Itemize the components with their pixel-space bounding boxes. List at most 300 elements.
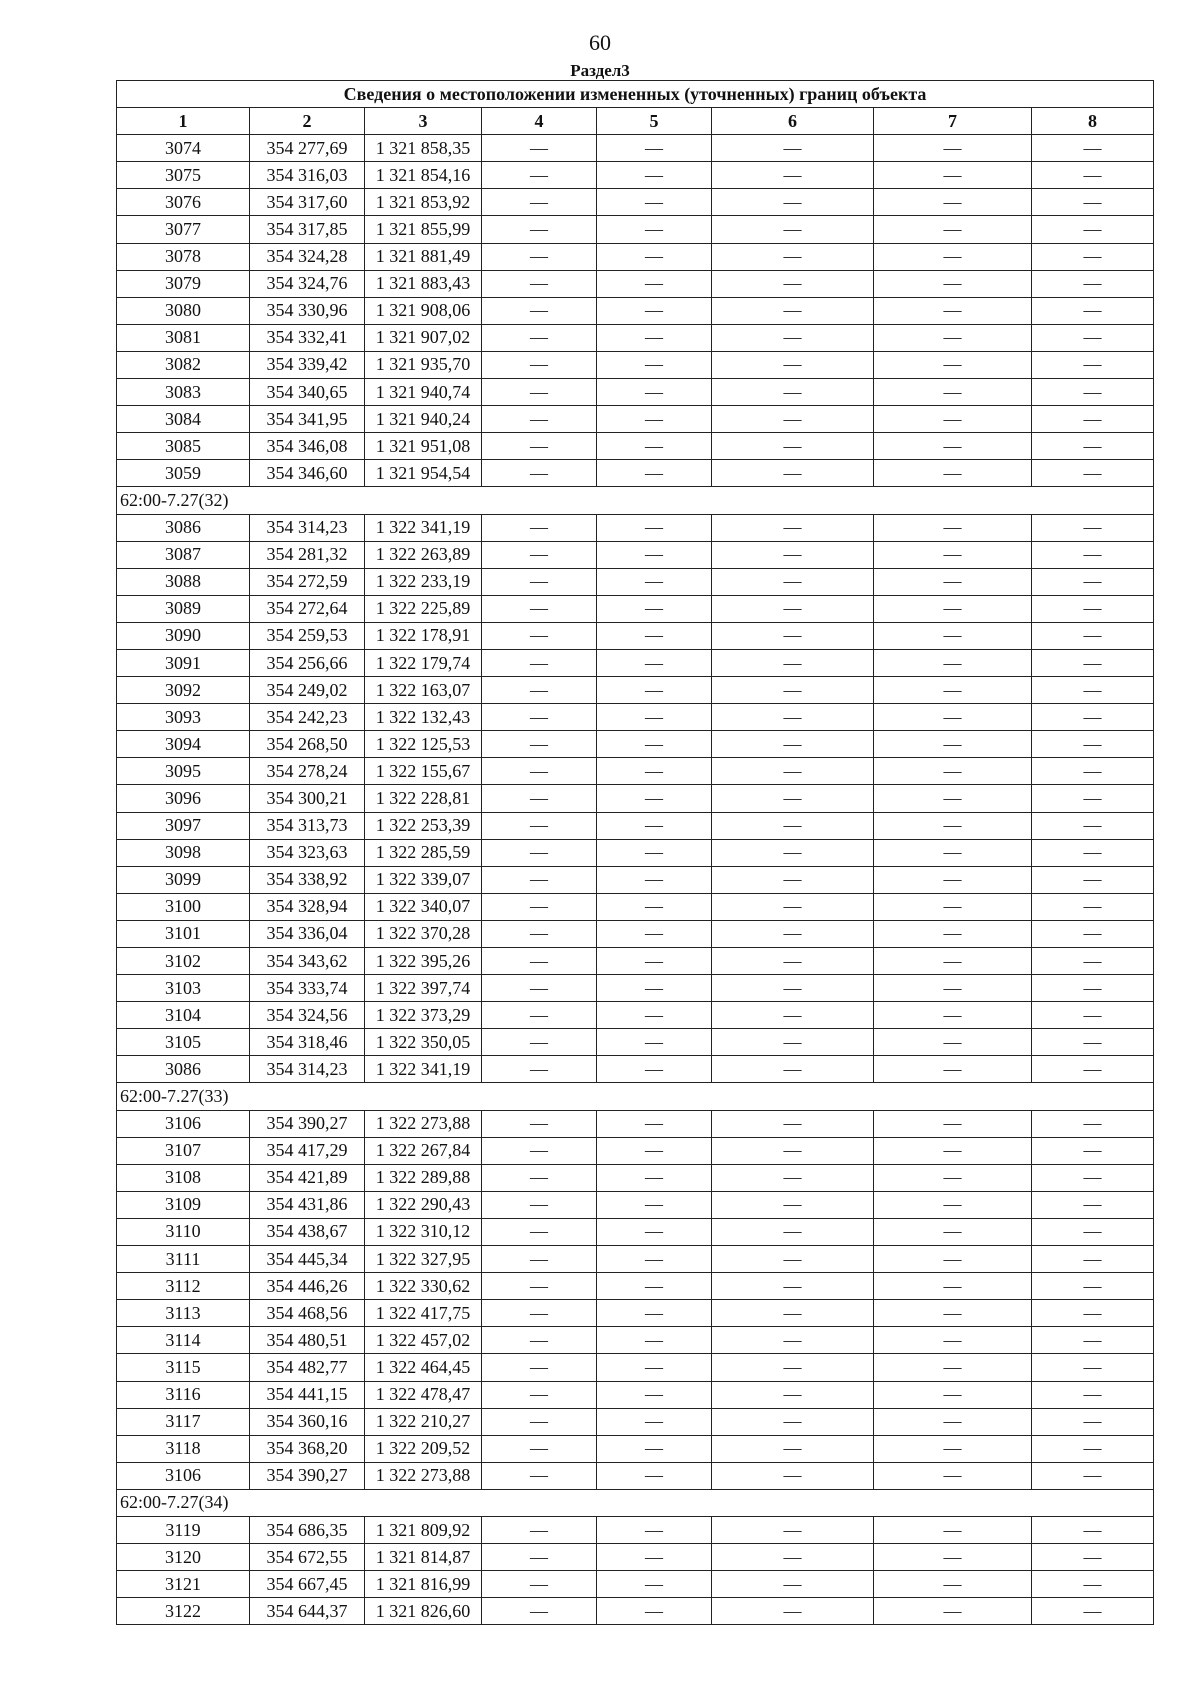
empty-dash-cell: — (597, 243, 712, 270)
point-number-cell: 3059 (117, 460, 250, 487)
point-number-cell: 3088 (117, 568, 250, 595)
y-coordinate-cell: 1 321 826,60 (365, 1598, 482, 1625)
empty-dash-cell: — (482, 189, 597, 216)
group-row (117, 487, 1154, 514)
empty-dash-cell: — (712, 1191, 874, 1218)
table-row (117, 514, 1154, 541)
empty-dash-cell: — (597, 568, 712, 595)
empty-dash-cell: — (1032, 595, 1154, 622)
column-header-row (117, 108, 1154, 135)
empty-dash-cell: — (1032, 1435, 1154, 1462)
empty-dash-cell: — (1032, 812, 1154, 839)
y-coordinate-cell: 1 321 853,92 (365, 189, 482, 216)
empty-dash-cell: — (712, 1029, 874, 1056)
point-number-cell: 3119 (117, 1516, 250, 1543)
y-coordinate-cell: 1 322 373,29 (365, 1002, 482, 1029)
empty-dash-cell: — (482, 920, 597, 947)
table-body (117, 135, 1154, 1625)
column-header-2: 2 (250, 108, 365, 135)
empty-dash-cell: — (597, 649, 712, 676)
table-row (117, 1164, 1154, 1191)
table-row (117, 1354, 1154, 1381)
empty-dash-cell: — (482, 1110, 597, 1137)
empty-dash-cell: — (1032, 677, 1154, 704)
empty-dash-cell: — (874, 243, 1032, 270)
empty-dash-cell: — (482, 379, 597, 406)
x-coordinate-cell: 354 324,76 (250, 270, 365, 297)
column-header-8: 8 (1032, 108, 1154, 135)
empty-dash-cell: — (712, 568, 874, 595)
table-row (117, 677, 1154, 704)
empty-dash-cell: — (712, 162, 874, 189)
empty-dash-cell: — (597, 1110, 712, 1137)
x-coordinate-cell: 354 336,04 (250, 920, 365, 947)
empty-dash-cell: — (1032, 351, 1154, 378)
column-header-6: 6 (712, 108, 874, 135)
table-row (117, 622, 1154, 649)
x-coordinate-cell: 354 323,63 (250, 839, 365, 866)
empty-dash-cell: — (597, 1056, 712, 1083)
table-row (117, 243, 1154, 270)
empty-dash-cell: — (482, 1381, 597, 1408)
empty-dash-cell: — (874, 1544, 1032, 1571)
y-coordinate-cell: 1 322 225,89 (365, 595, 482, 622)
column-header-7: 7 (874, 108, 1032, 135)
point-number-cell: 3111 (117, 1246, 250, 1273)
empty-dash-cell: — (597, 514, 712, 541)
empty-dash-cell: — (1032, 460, 1154, 487)
x-coordinate-cell: 354 421,89 (250, 1164, 365, 1191)
empty-dash-cell: — (482, 1029, 597, 1056)
empty-dash-cell: — (597, 351, 712, 378)
empty-dash-cell: — (482, 866, 597, 893)
empty-dash-cell: — (1032, 406, 1154, 433)
y-coordinate-cell: 1 321 908,06 (365, 297, 482, 324)
x-coordinate-cell: 354 667,45 (250, 1571, 365, 1598)
x-coordinate-cell: 354 317,85 (250, 216, 365, 243)
empty-dash-cell: — (874, 1137, 1032, 1164)
x-coordinate-cell: 354 316,03 (250, 162, 365, 189)
empty-dash-cell: — (482, 975, 597, 1002)
empty-dash-cell: — (712, 243, 874, 270)
empty-dash-cell: — (712, 433, 874, 460)
y-coordinate-cell: 1 322 310,12 (365, 1218, 482, 1245)
empty-dash-cell: — (482, 297, 597, 324)
point-number-cell: 3096 (117, 785, 250, 812)
empty-dash-cell: — (597, 622, 712, 649)
empty-dash-cell: — (874, 1273, 1032, 1300)
empty-dash-cell: — (482, 568, 597, 595)
empty-dash-cell: — (1032, 1191, 1154, 1218)
y-coordinate-cell: 1 322 464,45 (365, 1354, 482, 1381)
y-coordinate-cell: 1 322 285,59 (365, 839, 482, 866)
empty-dash-cell: — (1032, 649, 1154, 676)
empty-dash-cell: — (712, 406, 874, 433)
point-number-cell: 3078 (117, 243, 250, 270)
point-number-cell: 3112 (117, 1273, 250, 1300)
empty-dash-cell: — (712, 812, 874, 839)
empty-dash-cell: — (874, 189, 1032, 216)
x-coordinate-cell: 354 390,27 (250, 1462, 365, 1489)
empty-dash-cell: — (597, 324, 712, 351)
point-number-cell: 3107 (117, 1137, 250, 1164)
point-number-cell: 3114 (117, 1327, 250, 1354)
y-coordinate-cell: 1 322 273,88 (365, 1462, 482, 1489)
y-coordinate-cell: 1 322 397,74 (365, 975, 482, 1002)
empty-dash-cell: — (597, 595, 712, 622)
y-coordinate-cell: 1 321 951,08 (365, 433, 482, 460)
empty-dash-cell: — (482, 758, 597, 785)
point-number-cell: 3075 (117, 162, 250, 189)
empty-dash-cell: — (1032, 1354, 1154, 1381)
table-row (117, 189, 1154, 216)
empty-dash-cell: — (874, 270, 1032, 297)
empty-dash-cell: — (1032, 189, 1154, 216)
point-number-cell: 3086 (117, 514, 250, 541)
x-coordinate-cell: 354 324,28 (250, 243, 365, 270)
empty-dash-cell: — (597, 162, 712, 189)
empty-dash-cell: — (712, 677, 874, 704)
point-number-cell: 3086 (117, 1056, 250, 1083)
point-number-cell: 3105 (117, 1029, 250, 1056)
point-number-cell: 3081 (117, 324, 250, 351)
y-coordinate-cell: 1 321 954,54 (365, 460, 482, 487)
empty-dash-cell: — (874, 1571, 1032, 1598)
y-coordinate-cell: 1 321 883,43 (365, 270, 482, 297)
empty-dash-cell: — (712, 704, 874, 731)
empty-dash-cell: — (874, 379, 1032, 406)
point-number-cell: 3098 (117, 839, 250, 866)
empty-dash-cell: — (482, 785, 597, 812)
empty-dash-cell: — (712, 920, 874, 947)
empty-dash-cell: — (482, 1327, 597, 1354)
empty-dash-cell: — (1032, 1571, 1154, 1598)
empty-dash-cell: — (712, 948, 874, 975)
table-row (117, 433, 1154, 460)
empty-dash-cell: — (712, 1408, 874, 1435)
table-row (117, 270, 1154, 297)
point-number-cell: 3101 (117, 920, 250, 947)
y-coordinate-cell: 1 322 209,52 (365, 1435, 482, 1462)
table-row (117, 1381, 1154, 1408)
empty-dash-cell: — (712, 785, 874, 812)
empty-dash-cell: — (874, 406, 1032, 433)
x-coordinate-cell: 354 314,23 (250, 514, 365, 541)
table-row (117, 595, 1154, 622)
empty-dash-cell: — (1032, 216, 1154, 243)
empty-dash-cell: — (712, 649, 874, 676)
empty-dash-cell: — (712, 1273, 874, 1300)
y-coordinate-cell: 1 322 330,62 (365, 1273, 482, 1300)
empty-dash-cell: — (1032, 622, 1154, 649)
table-row (117, 216, 1154, 243)
x-coordinate-cell: 354 300,21 (250, 785, 365, 812)
empty-dash-cell: — (874, 622, 1032, 649)
empty-dash-cell: — (597, 839, 712, 866)
point-number-cell: 3089 (117, 595, 250, 622)
x-coordinate-cell: 354 446,26 (250, 1273, 365, 1300)
point-number-cell: 3122 (117, 1598, 250, 1625)
empty-dash-cell: — (482, 324, 597, 351)
empty-dash-cell: — (1032, 1327, 1154, 1354)
empty-dash-cell: — (874, 1300, 1032, 1327)
empty-dash-cell: — (482, 541, 597, 568)
point-number-cell: 3097 (117, 812, 250, 839)
empty-dash-cell: — (712, 1327, 874, 1354)
table-row (117, 758, 1154, 785)
empty-dash-cell: — (482, 460, 597, 487)
empty-dash-cell: — (597, 1273, 712, 1300)
empty-dash-cell: — (597, 460, 712, 487)
empty-dash-cell: — (1032, 1381, 1154, 1408)
empty-dash-cell: — (712, 1435, 874, 1462)
x-coordinate-cell: 354 328,94 (250, 893, 365, 920)
y-coordinate-cell: 1 321 814,87 (365, 1544, 482, 1571)
point-number-cell: 3103 (117, 975, 250, 1002)
x-coordinate-cell: 354 324,56 (250, 1002, 365, 1029)
empty-dash-cell: — (874, 433, 1032, 460)
empty-dash-cell: — (482, 1435, 597, 1462)
y-coordinate-cell: 1 322 290,43 (365, 1191, 482, 1218)
x-coordinate-cell: 354 368,20 (250, 1435, 365, 1462)
empty-dash-cell: — (874, 920, 1032, 947)
empty-dash-cell: — (482, 1056, 597, 1083)
table-row (117, 839, 1154, 866)
empty-dash-cell: — (1032, 1462, 1154, 1489)
empty-dash-cell: — (1032, 541, 1154, 568)
y-coordinate-cell: 1 321 940,24 (365, 406, 482, 433)
empty-dash-cell: — (1032, 1408, 1154, 1435)
empty-dash-cell: — (874, 1191, 1032, 1218)
point-number-cell: 3099 (117, 866, 250, 893)
table-row (117, 866, 1154, 893)
empty-dash-cell: — (712, 297, 874, 324)
y-coordinate-cell: 1 322 341,19 (365, 514, 482, 541)
x-coordinate-cell: 354 343,62 (250, 948, 365, 975)
point-number-cell: 3093 (117, 704, 250, 731)
empty-dash-cell: — (712, 270, 874, 297)
y-coordinate-cell: 1 322 179,74 (365, 649, 482, 676)
empty-dash-cell: — (874, 297, 1032, 324)
empty-dash-cell: — (1032, 920, 1154, 947)
point-number-cell: 3104 (117, 1002, 250, 1029)
empty-dash-cell: — (597, 379, 712, 406)
y-coordinate-cell: 1 322 370,28 (365, 920, 482, 947)
empty-dash-cell: — (482, 1137, 597, 1164)
table-row (117, 975, 1154, 1002)
empty-dash-cell: — (874, 893, 1032, 920)
point-number-cell: 3113 (117, 1300, 250, 1327)
empty-dash-cell: — (874, 1029, 1032, 1056)
y-coordinate-cell: 1 322 132,43 (365, 704, 482, 731)
empty-dash-cell: — (1032, 948, 1154, 975)
y-coordinate-cell: 1 322 263,89 (365, 541, 482, 568)
empty-dash-cell: — (482, 162, 597, 189)
y-coordinate-cell: 1 322 253,39 (365, 812, 482, 839)
empty-dash-cell: — (874, 1462, 1032, 1489)
empty-dash-cell: — (1032, 893, 1154, 920)
x-coordinate-cell: 354 445,34 (250, 1246, 365, 1273)
point-number-cell: 3121 (117, 1571, 250, 1598)
point-number-cell: 3077 (117, 216, 250, 243)
empty-dash-cell: — (1032, 785, 1154, 812)
y-coordinate-cell: 1 321 935,70 (365, 351, 482, 378)
empty-dash-cell: — (1032, 1273, 1154, 1300)
x-coordinate-cell: 354 318,46 (250, 1029, 365, 1056)
table-row (117, 1327, 1154, 1354)
table-row (117, 1056, 1154, 1083)
table-row (117, 731, 1154, 758)
x-coordinate-cell: 354 330,96 (250, 297, 365, 324)
empty-dash-cell: — (597, 1164, 712, 1191)
empty-dash-cell: — (874, 568, 1032, 595)
empty-dash-cell: — (874, 731, 1032, 758)
empty-dash-cell: — (712, 460, 874, 487)
x-coordinate-cell: 354 417,29 (250, 1137, 365, 1164)
empty-dash-cell: — (482, 1218, 597, 1245)
empty-dash-cell: — (597, 1002, 712, 1029)
x-coordinate-cell: 354 339,42 (250, 351, 365, 378)
table-row (117, 893, 1154, 920)
empty-dash-cell: — (874, 785, 1032, 812)
empty-dash-cell: — (712, 1544, 874, 1571)
empty-dash-cell: — (712, 1056, 874, 1083)
empty-dash-cell: — (597, 406, 712, 433)
empty-dash-cell: — (874, 1002, 1032, 1029)
empty-dash-cell: — (597, 1327, 712, 1354)
x-coordinate-cell: 354 281,32 (250, 541, 365, 568)
group-label: 62:00-7.27(33) (117, 1083, 1154, 1110)
table-row (117, 948, 1154, 975)
empty-dash-cell: — (1032, 839, 1154, 866)
empty-dash-cell: — (874, 1598, 1032, 1625)
point-number-cell: 3079 (117, 270, 250, 297)
x-coordinate-cell: 354 390,27 (250, 1110, 365, 1137)
x-coordinate-cell: 354 242,23 (250, 704, 365, 731)
empty-dash-cell: — (482, 1300, 597, 1327)
empty-dash-cell: — (874, 839, 1032, 866)
empty-dash-cell: — (874, 948, 1032, 975)
empty-dash-cell: — (482, 1598, 597, 1625)
empty-dash-cell: — (712, 1354, 874, 1381)
point-number-cell: 3106 (117, 1462, 250, 1489)
x-coordinate-cell: 354 341,95 (250, 406, 365, 433)
empty-dash-cell: — (712, 1002, 874, 1029)
empty-dash-cell: — (712, 1110, 874, 1137)
table-row (117, 460, 1154, 487)
empty-dash-cell: — (482, 1516, 597, 1543)
table-row (117, 1218, 1154, 1245)
empty-dash-cell: — (597, 541, 712, 568)
empty-dash-cell: — (597, 1435, 712, 1462)
empty-dash-cell: — (597, 1137, 712, 1164)
empty-dash-cell: — (712, 893, 874, 920)
y-coordinate-cell: 1 322 341,19 (365, 1056, 482, 1083)
empty-dash-cell: — (874, 541, 1032, 568)
y-coordinate-cell: 1 321 881,49 (365, 243, 482, 270)
table-row (117, 1191, 1154, 1218)
y-coordinate-cell: 1 322 178,91 (365, 622, 482, 649)
empty-dash-cell: — (874, 1354, 1032, 1381)
x-coordinate-cell: 354 340,65 (250, 379, 365, 406)
empty-dash-cell: — (482, 595, 597, 622)
empty-dash-cell: — (874, 1435, 1032, 1462)
empty-dash-cell: — (1032, 866, 1154, 893)
y-coordinate-cell: 1 321 940,74 (365, 379, 482, 406)
page-number: 60 (589, 30, 611, 55)
point-number-cell: 3080 (117, 297, 250, 324)
empty-dash-cell: — (712, 1516, 874, 1543)
empty-dash-cell: — (597, 297, 712, 324)
y-coordinate-cell: 1 322 125,53 (365, 731, 482, 758)
y-coordinate-cell: 1 322 327,95 (365, 1246, 482, 1273)
empty-dash-cell: — (597, 1516, 712, 1543)
empty-dash-cell: — (1032, 1516, 1154, 1543)
empty-dash-cell: — (597, 758, 712, 785)
empty-dash-cell: — (874, 135, 1032, 162)
x-coordinate-cell: 354 317,60 (250, 189, 365, 216)
table-row (117, 1516, 1154, 1543)
group-row (117, 1489, 1154, 1516)
empty-dash-cell: — (482, 1544, 597, 1571)
empty-dash-cell: — (482, 677, 597, 704)
empty-dash-cell: — (597, 1029, 712, 1056)
x-coordinate-cell: 354 346,08 (250, 433, 365, 460)
table-row (117, 379, 1154, 406)
table-row (117, 1598, 1154, 1625)
empty-dash-cell: — (597, 1571, 712, 1598)
x-coordinate-cell: 354 313,73 (250, 812, 365, 839)
empty-dash-cell: — (482, 812, 597, 839)
empty-dash-cell: — (597, 1354, 712, 1381)
y-coordinate-cell: 1 322 395,26 (365, 948, 482, 975)
empty-dash-cell: — (712, 541, 874, 568)
empty-dash-cell: — (874, 514, 1032, 541)
empty-dash-cell: — (712, 216, 874, 243)
empty-dash-cell: — (712, 758, 874, 785)
empty-dash-cell: — (597, 948, 712, 975)
point-number-cell: 3084 (117, 406, 250, 433)
table-row (117, 1137, 1154, 1164)
table-row (117, 568, 1154, 595)
empty-dash-cell: — (482, 704, 597, 731)
table-row (117, 1300, 1154, 1327)
x-coordinate-cell: 354 346,60 (250, 460, 365, 487)
empty-dash-cell: — (482, 135, 597, 162)
y-coordinate-cell: 1 321 858,35 (365, 135, 482, 162)
empty-dash-cell: — (597, 1246, 712, 1273)
empty-dash-cell: — (874, 812, 1032, 839)
x-coordinate-cell: 354 249,02 (250, 677, 365, 704)
point-number-cell: 3100 (117, 893, 250, 920)
x-coordinate-cell: 354 333,74 (250, 975, 365, 1002)
empty-dash-cell: — (482, 270, 597, 297)
x-coordinate-cell: 354 672,55 (250, 1544, 365, 1571)
empty-dash-cell: — (597, 975, 712, 1002)
empty-dash-cell: — (712, 622, 874, 649)
empty-dash-cell: — (597, 704, 712, 731)
empty-dash-cell: — (597, 1300, 712, 1327)
empty-dash-cell: — (874, 1516, 1032, 1543)
empty-dash-cell: — (712, 189, 874, 216)
empty-dash-cell: — (482, 433, 597, 460)
empty-dash-cell: — (482, 731, 597, 758)
empty-dash-cell: — (1032, 1598, 1154, 1625)
empty-dash-cell: — (1032, 514, 1154, 541)
point-number-cell: 3094 (117, 731, 250, 758)
y-coordinate-cell: 1 322 340,07 (365, 893, 482, 920)
y-coordinate-cell: 1 322 289,88 (365, 1164, 482, 1191)
